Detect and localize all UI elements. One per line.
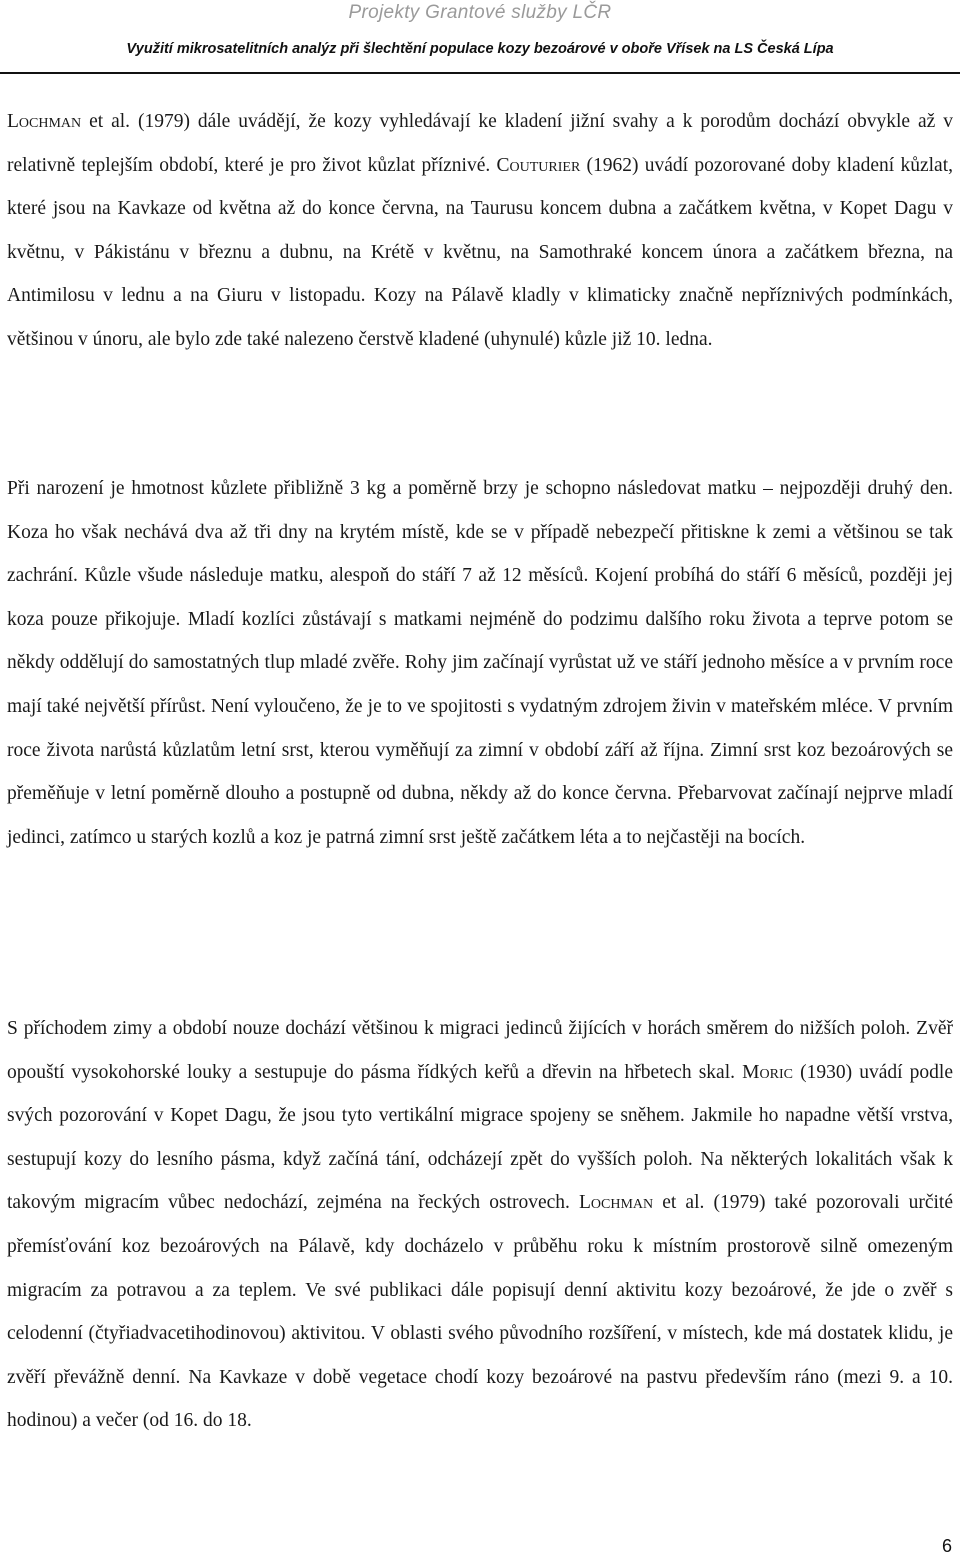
author-name: Lochman (7, 111, 82, 132)
author-name: Moric (742, 1061, 793, 1083)
paragraph-text: (1930) uvádí podle svých pozorování v Kopet Dagu, že jsou tyto vertikální migrace spojeny se sněhem. Jakmile ho napadne větší vrstva, sestupují kozy do lesního pásma, když začíná tání, odcházejí zpět do vyšších poloh. Na některých lokalitách však k takovým migracím vůbec nedochází, zejména na řeckých ostrovech. (7, 1061, 953, 1214)
paragraph (7, 467, 953, 859)
project-subtitle: Využití mikrosatelitních analýz při šlechtění populace kozy bezoárové v oboře Vřísek na LS Česká Lípa (126, 41, 834, 57)
header-divider (0, 72, 960, 74)
paragraph (7, 1007, 953, 1443)
paragraph-text: (1962) uvádí pozorované doby kladení kůzlat, které jsou na Kavkaze od května až do konce června, na Taurusu koncem dubna a začátkem května, v Kopet Dagu v květnu, v Pákistánu v březnu a dubnu, na Krétě v květnu, na Samothraké koncem února a začátkem března, na Antimilosu v lednu a na Giuru v listopadu. Kozy na Pálavě kladly v klimaticky značně nepříznivých podmínkách, většinou v únoru, ale bylo zde také nalezeno čerstvě kladené (uhynulé) kůzle již 10. ledna. (7, 154, 954, 350)
paragraph (7, 100, 953, 362)
project-title: Projekty Grantové služby LČR (348, 2, 612, 23)
paragraph-text: et al. (1979) také pozorovali určité přemísťování koz bezoárových na Pálavě, kdy docházelo v průběhu roku k místním prostorově silně omezeným migracím za potravou a za teplem. Ve své publikaci dále popisují denní aktivitu kozy bezoárové, že jde o zvěř s celodenní (čtyřiadvacetihodinovou) aktivitou. V oblasti svého původního rozšíření, v místech, kde má dostatek klidu, je zvěří převážně denní. Na Kavkaze v době vegetace chodí kozy bezoárové na pastvu především ráno (mezi 9. a 10. hodinou) a večer (od 16. do 18. (7, 1192, 954, 1432)
paragraph-text: S příchodem zimy a období nouze dochází většinou k migraci jedinců žijících v horách směrem do nižších poloh. Zvěř opouští vysokohorské louky a sestupuje do pásma řídkých keřů a dřevin na hřbetech skal. (7, 1018, 953, 1083)
author-name: Lochman (579, 1192, 654, 1214)
paragraph-text: Při narození je hmotnost kůzlete přibližně 3 kg a poměrně brzy je schopno následovat matku – nejpozději druhý den. Koza ho však nechává dva až tři dny na krytém místě, kde se v případě nebezpečí přitiskne k zemi a většinou se tak zachrání. Kůzle všude následuje matku, alespoň do stáří 7 až 12 měsíců. Kojení probíhá do stáří 6 měsíců, později jej koza pouze přikojuje. Mladí kozlíci zůstávají s matkami nejméně do podzimu dalšího roku života a teprve potom se někdy oddělují do samostatných tlup mladé zvěře. Rohy jim začínají vyrůstat už ve stáří jednoho měsíce a v prvním roce mají také největší přírůst. Není vyloučeno, že je to ve spojitosti s vydatným zdrojem živin v mateřském mléce. V prvním roce života narůstá kůzlatům letní srst, kterou vyměňují za zimní v období září až října. Zimní srst koz bezoárových se přeměňuje v letní poměrně dlouho a postupně od dubna, někdy až do konce června. Přebarvovat začínají nejprve mladí jedinci, zatímco u starých kozlů a koz je patrná zimní srst ještě začátkem léta a to nejčastěji na bocích. (7, 478, 953, 848)
paragraph-text: et al. (1979) dále uvádějí, že kozy vyhledávají ke kladení jižní svahy a k porodům dochází obvykle až v relativně teplejším období, které je pro život kůzlat příznivé. (7, 111, 953, 176)
page-number: 6 (941, 1536, 952, 1556)
author-name: Couturier (496, 154, 581, 176)
